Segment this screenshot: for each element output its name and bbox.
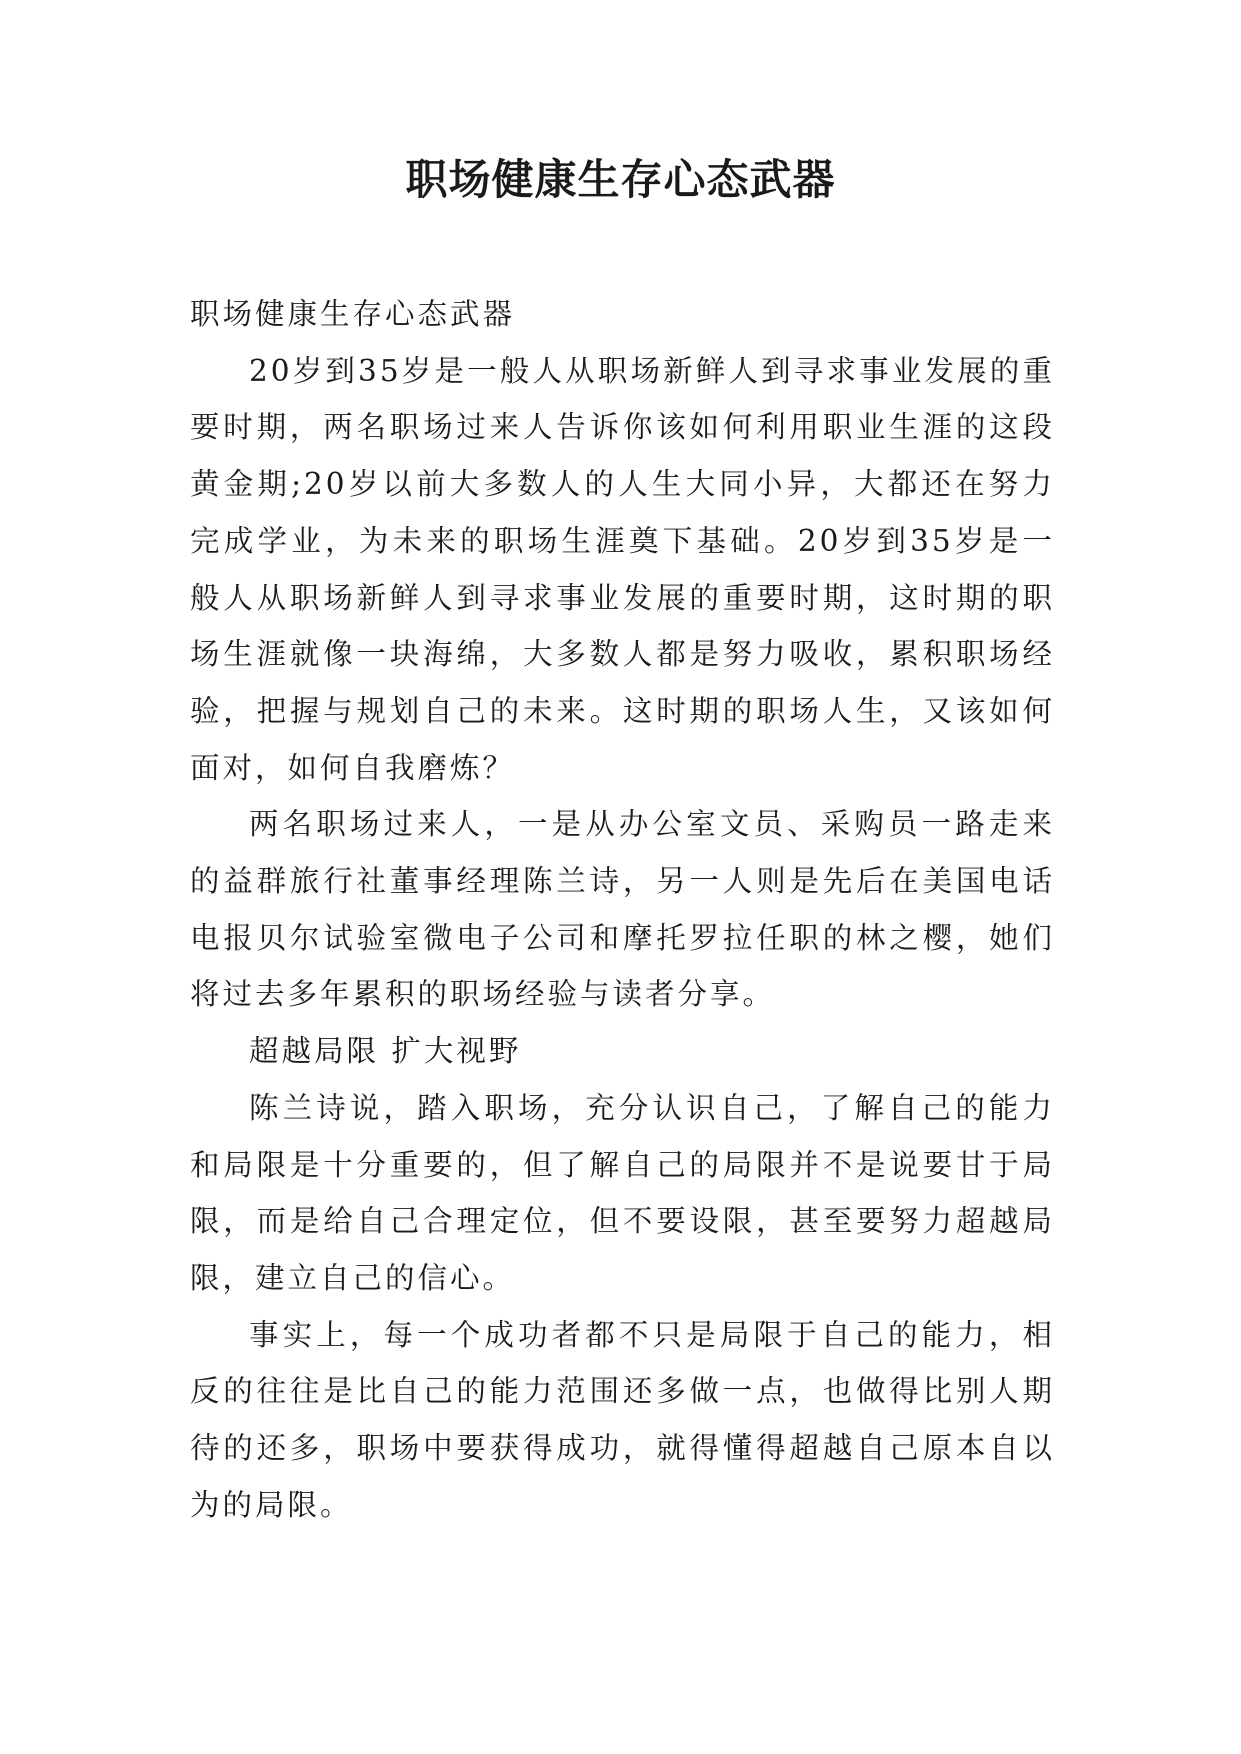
document-body — [190, 286, 1055, 1533]
subtitle-paragraph: 职场健康生存心态武器 — [190, 297, 516, 331]
section-heading: 超越局限 扩大视野 — [249, 1034, 522, 1069]
document-title: 职场健康生存心态武器 — [405, 155, 836, 204]
body-paragraph: 20岁到35岁是一般人从职场新鲜人到寻求事业发展的重要时期，两名职场过来人告诉你该如何利用职业生涯的这段黄金期;20岁以前大多数人的人生大同小异，大都还在努力完成学业，为未来的职场生涯奠下基础。20岁到35岁是一般人从职场新鲜人到寻求事业发展的重要时期，这时期的职场生涯就像一块海绵，大多数人都是努力吸收，累积职场经验，把握与规划自己的未来。这时期的职场人生，又该如何面对，如何自我磨炼？ — [190, 353, 1055, 785]
body-paragraph: 陈兰诗说，踏入职场，充分认识自己，了解自己的能力和局限是十分重要的，但了解自己的局限并不是说要甘于局限，而是给自己合理定位，但不要设限，甚至要努力超越局限，建立自己的信心。 — [190, 1090, 1055, 1295]
body-paragraph: 两名职场过来人，一是从办公室文员、采购员一路走来的益群旅行社董事经理陈兰诗，另一人则是先后在美国电话电报贝尔试验室微电子公司和摩托罗拉任职的林之樱，她们将过去多年累积的职场经验与读者分享。 — [190, 807, 1055, 1012]
body-paragraph: 事实上，每一个成功者都不只是局限于自己的能力，相反的往往是比自己的能力范围还多做一点，也做得比别人期待的还多，职场中要获得成功，就得懂得超越自己原本自以为的局限。 — [190, 1317, 1055, 1522]
